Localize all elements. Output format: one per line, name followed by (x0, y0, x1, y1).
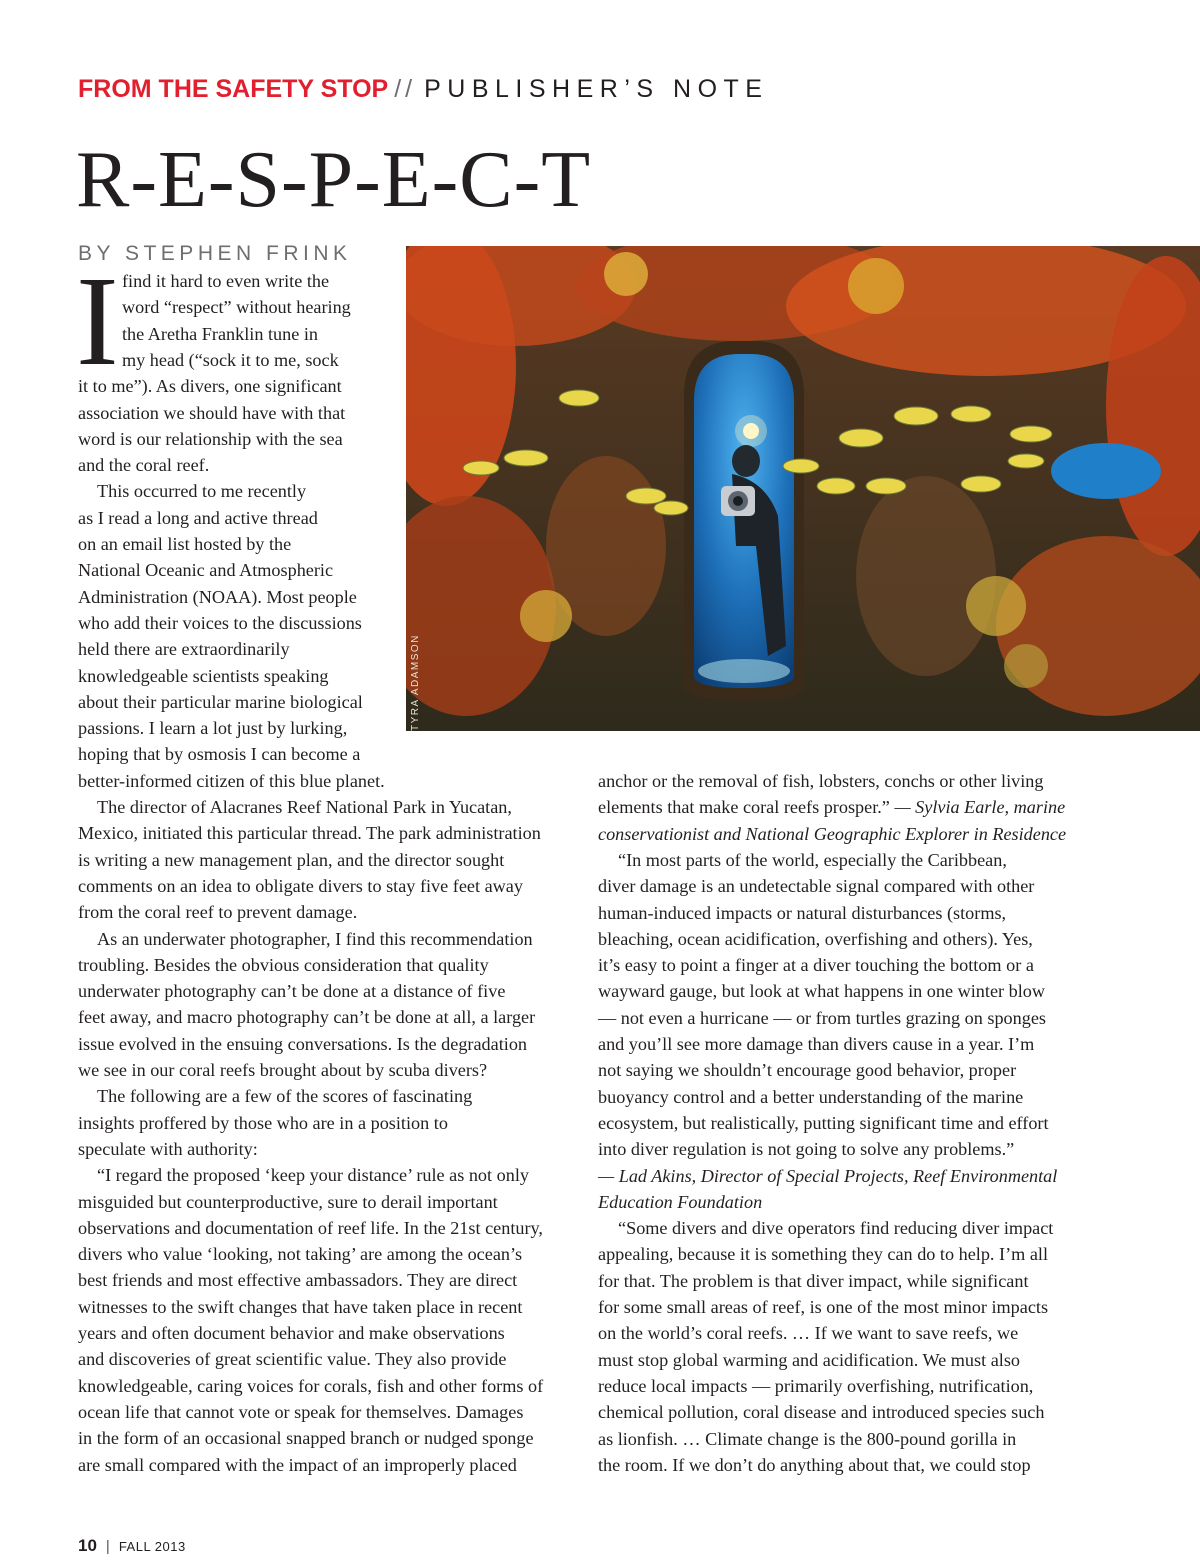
body-text-line: diver damage is an undetectable signal compared with other (598, 876, 1035, 897)
drop-cap: I (76, 250, 119, 392)
body-text-line: insights proffered by those who are in a position to (78, 1112, 448, 1133)
body-text-line: underwater photography can’t be done at a distance of five (78, 981, 506, 1002)
body-text-line: Mexico, initiated this particular thread. The park administration (78, 823, 541, 844)
body-text-line: on the world’s coral reefs. … If we want to save reefs, we (598, 1323, 1019, 1344)
body-text-line: divers who value ‘looking, not taking’ are among the ocean’s (78, 1244, 523, 1265)
body-text-line: are small compared with the impact of an improperly placed (78, 1454, 517, 1475)
body-text-line: This occurred to me recently (97, 481, 307, 502)
body-text-line: for that. The problem is that diver impact, while significant (598, 1270, 1029, 1291)
wreck-diver-photo (406, 246, 1200, 731)
body-text-line: best friends and most effective ambassadors. They are direct (78, 1270, 518, 1291)
photo-credit: TYRA ADAMSON (410, 634, 421, 731)
body-text-line: anchor or the removal of fish, lobsters, conchs or other living (598, 771, 1044, 791)
body-text-line: about their particular marine biological (78, 691, 363, 712)
footer-separator: | (105, 1538, 110, 1555)
body-text-line: observations and documentation of reef life. In the 21st century, (78, 1217, 543, 1238)
body-text-line: who add their voices to the discussions (78, 612, 362, 633)
body-text-line: and the coral reef. (78, 455, 210, 476)
body-text-line: National Oceanic and Atmospheric (78, 560, 334, 581)
body-text-line: — not even a hurricane — or from turtles grazing on sponges (598, 1007, 1046, 1028)
body-text-line: knowledgeable, caring voices for corals, fish and other forms of (78, 1375, 544, 1396)
body-text-line: word “respect” without hearing (122, 297, 351, 318)
body-text-line: speculate with authority: (78, 1138, 258, 1159)
body-text-line: “In most parts of the world, especially the Caribbean, (618, 849, 1007, 870)
body-text-line: The director of Alacranes Reef National Park in Yucatan, (97, 797, 512, 817)
body-text-line: “I regard the proposed ‘keep your distance’ rule as not only (97, 1165, 529, 1186)
body-text-line: years and often document behavior and make observations (78, 1323, 505, 1343)
body-text-line: comments on an idea to obligate divers to stay five feet away (78, 875, 523, 896)
body-text-line: for some small areas of reef, is one of the most minor impacts (598, 1297, 1049, 1317)
body-text-line: the room. If we don’t do anything about that, we could stop (598, 1454, 1031, 1475)
body-text-line: is writing a new management plan, and the director sought (78, 849, 505, 870)
body-text-line: human-induced impacts or natural disturbances (storms, (598, 902, 1007, 923)
body-text-line: from the coral reef to prevent damage. (78, 902, 358, 923)
body-text-line: better-informed citizen of this blue planet. (78, 770, 385, 791)
body-text-line: association we should have with that (78, 402, 346, 423)
body-text-line: as lionfish. … Climate change is the 800-pound gorilla in (598, 1428, 1017, 1449)
body-text-line: not saying we shouldn’t encourage good behavior, proper (598, 1060, 1017, 1081)
body-text-line: Administration (NOAA). Most people (78, 586, 357, 607)
body-text-line: and you’ll see more damage than divers cause in a year. I’m (598, 1034, 1035, 1054)
body-text-line: feet away, and macro photography can’t be done at all, a larger (78, 1007, 536, 1028)
body-text-line: The following are a few of the scores of fascinating (97, 1086, 473, 1107)
department-label: PUBLISHER’S NOTE (424, 75, 769, 103)
body-text-line: it to me”). As divers, one significant (78, 376, 342, 397)
body-text-line: — Lad Akins, Director of Special Projects, Reef Environmental (598, 1165, 1058, 1186)
body-text-line: passions. I learn a lot just by lurking, (78, 718, 348, 739)
body-text-line: misguided but counterproductive, sure to derail important (78, 1191, 498, 1212)
section-kicker (78, 72, 768, 106)
body-text-line: it’s easy to point a finger at a diver touching the bottom or a (598, 955, 1034, 976)
body-text-line: my head (“sock it to me, sock (122, 349, 339, 370)
body-text-line: buoyancy control and a better understanding of the marine (598, 1086, 1024, 1107)
section-label: FROM THE SAFETY STOP (78, 75, 389, 103)
body-text-line: hoping that by osmosis I can become a (78, 744, 361, 765)
body-text-line: and discoveries of great scientific value. They also provide (78, 1349, 507, 1370)
body-text-line: reduce local impacts — primarily overfishing, nutrification, (598, 1375, 1034, 1396)
body-text-line: into diver regulation is not going to solve any problems.” (598, 1139, 1015, 1160)
body-text-line: the Aretha Franklin tune in (122, 323, 318, 344)
byline: BY STEPHEN FRINK (78, 242, 352, 265)
body-text-line: bleaching, ocean acidification, overfishing and others). Yes, (598, 928, 1033, 949)
body-text-line: witnesses to the swift changes that have taken place in recent (78, 1296, 523, 1317)
body-text-line: As an underwater photographer, I find this recommendation (97, 928, 533, 949)
body-text-line: issue evolved in the ensuing conversations. Is the degradation (78, 1033, 528, 1054)
body-text-line: on an email list hosted by the (78, 534, 292, 554)
page-number: 10 (78, 1536, 97, 1555)
body-text-line: held there are extraordinarily (78, 639, 290, 660)
body-text-line: ecosystem, but realistically, putting significant time and effort (598, 1112, 1049, 1133)
issue-label: FALL 2013 (118, 1539, 186, 1554)
body-text-line: knowledgeable scientists speaking (78, 665, 329, 686)
kicker-separator: // (394, 75, 417, 103)
body-text-line: “Some divers and dive operators find reducing diver impact (618, 1218, 1054, 1239)
body-text-line: we see in our coral reefs brought about by scuba divers? (78, 1060, 488, 1080)
page-footer (78, 1536, 186, 1557)
body-text-line: ocean life that cannot vote or speak for themselves. Damages (78, 1401, 524, 1422)
body-text-line: troubling. Besides the obvious consideration that quality (78, 954, 489, 975)
body-text-line: wayward gauge, but look at what happens in one winter blow (598, 981, 1045, 1002)
body-text-line: chemical pollution, coral disease and introduced species such (598, 1402, 1045, 1423)
body-text-line: as I read a long and active thread (78, 507, 318, 528)
body-text-line: elements that make coral reefs prosper.” — Sylvia Earle, marine (598, 797, 1066, 818)
body-text-line: conservationist and National Geographic Explorer in Residence (598, 823, 1067, 844)
body-text-line: must stop global warming and acidification. We must also (598, 1349, 1020, 1370)
body-text-line: find it hard to even write the (122, 271, 330, 291)
side-window (1051, 443, 1161, 499)
body-text-line: appealing, because it is something they can do to help. I’m all (598, 1244, 1049, 1265)
body-text-line: Education Foundation (598, 1191, 763, 1212)
body-text-line: word is our relationship with the sea (78, 428, 343, 449)
photo-illustration (406, 246, 1200, 731)
body-text-line: in the form of an occasional snapped branch or nudged sponge (78, 1428, 534, 1449)
article-title: R-E-S-P-E-C-T (76, 136, 592, 224)
